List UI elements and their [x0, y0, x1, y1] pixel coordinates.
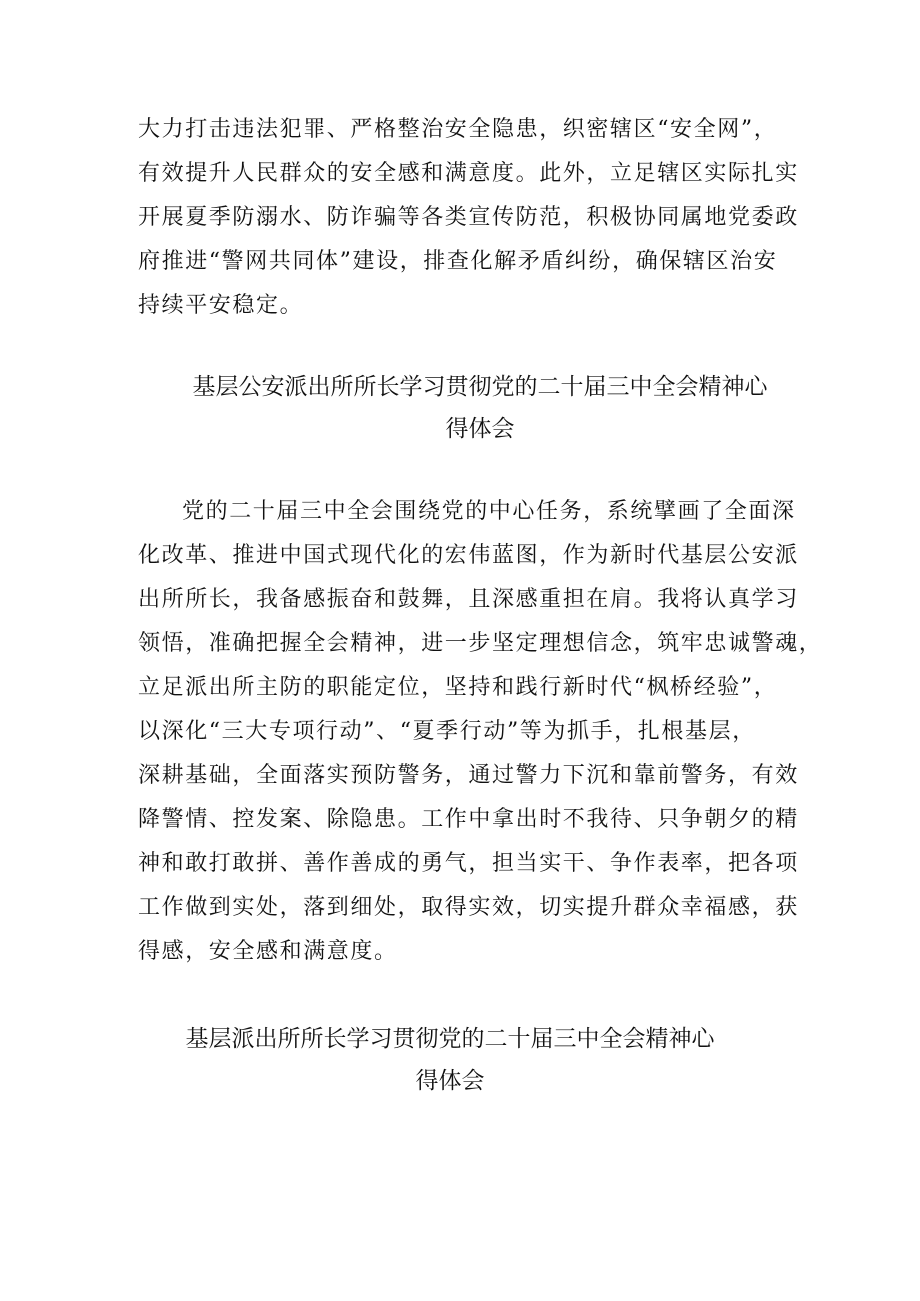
text-line: 领悟，准确把握全会精神，进一步坚定理想信念，筑牢忠诚警魂， [138, 631, 823, 656]
text-line: 出所所长，我备感振奋和鼓舞，且深感重担在肩。我将认真学习 [138, 587, 799, 612]
text-line: 大力打击违法犯罪、严格整治安全隐患，织密辖区“安全网”， [138, 117, 778, 142]
heading-line: 得体会 [445, 416, 515, 442]
heading-line: 基层派出所所长学习贯彻党的二十届三中全会精神心 [185, 1026, 715, 1052]
text-line: 开展夏季防溺水、防诈骗等各类宣传防范，积极协同属地党委政 [138, 205, 799, 230]
section-heading-2 [120, 1018, 780, 1102]
text-line: 党的二十届三中全会围绕党的中心任务，系统擘画了全面深 [182, 499, 796, 524]
text-line: 持续平安稳定。 [138, 293, 304, 318]
heading-line: 基层公安派出所所长学习贯彻党的二十届三中全会精神心 [192, 374, 768, 400]
text-line: 以深化“三大专项行动”、“夏季行动”等为抓手，扎根基层， [138, 719, 756, 744]
section-heading-1 [150, 366, 810, 450]
text-line: 工作做到实处，落到细处，取得实效，切实提升群众幸福感，获 [138, 895, 799, 920]
heading-line: 得体会 [415, 1068, 485, 1094]
paragraph-continued [138, 108, 798, 328]
text-line: 深耕基础，全面落实预防警务，通过警力下沉和靠前警务，有效 [138, 763, 799, 788]
text-line: 化改革、推进中国式现代化的宏伟蓝图，作为新时代基层公安派 [138, 543, 799, 568]
text-line: 府推进“警网共同体”建设，排查化解矛盾纠纷，确保辖区治安 [138, 249, 778, 274]
text-line: 立足派出所主防的职能定位，坚持和践行新时代“枫桥经验”， [138, 675, 778, 700]
text-line: 有效提升人民群众的安全感和满意度。此外，立足辖区实际扎实 [138, 161, 799, 186]
text-line: 得感，安全感和满意度。 [138, 939, 398, 964]
text-line: 降警情、控发案、除隐患。工作中拿出时不我待、只争朝夕的精 [138, 807, 799, 832]
text-line: 神和敢打敢拼、善作善成的勇气，担当实干、争作表率，把各项 [138, 851, 799, 876]
paragraph-body [138, 490, 823, 974]
